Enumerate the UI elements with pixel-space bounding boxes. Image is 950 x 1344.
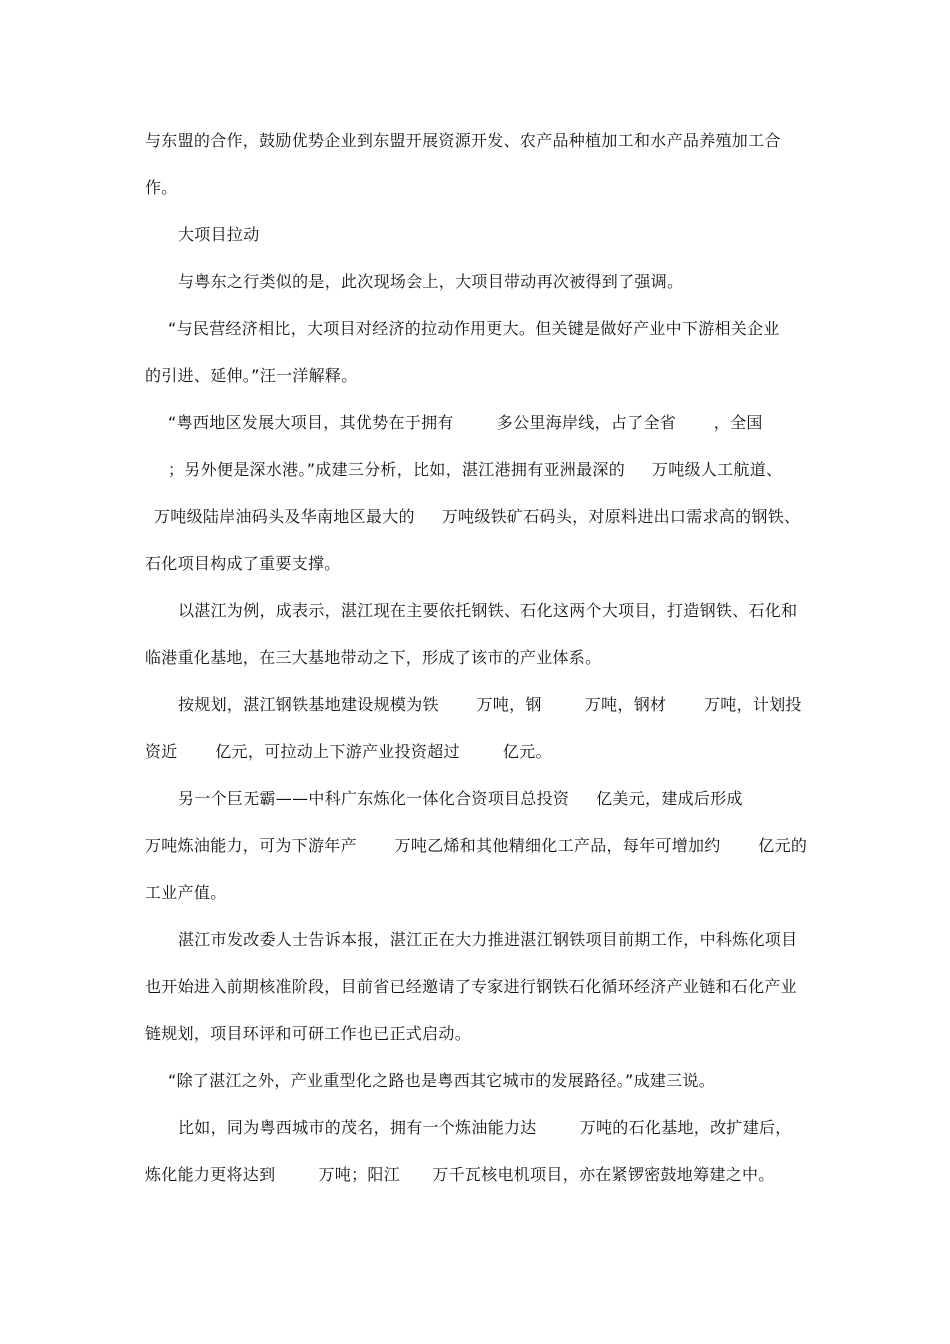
paragraph-line: 链规划，项目环评和可研工作也已正式启动。	[145, 1024, 472, 1043]
paragraph-line: 按规划，湛江钢铁基地建设规模为铁 万吨，钢 万吨，钢材 万吨，计划投	[178, 695, 802, 714]
paragraph-line: “与民营经济相比，大项目对经济的拉动作用更大。但关键是做好产业中下游相关企业	[168, 319, 780, 338]
paragraph-line: 工业产值。	[145, 883, 227, 902]
paragraph-line: 临港重化基地，在三大基地带动之下，形成了该市的产业体系。	[145, 648, 602, 667]
paragraph-line: 比如，同为粤西城市的茂名，拥有一个炼油能力达 万吨的石化基地，改扩建后，	[178, 1118, 792, 1137]
paragraph-line: 万吨炼油能力，可为下游年产 万吨乙烯和其他精细化工产品，每年可增加约 亿元的	[145, 836, 808, 855]
paragraph-line: 万吨级陆岸油码头及华南地区最大的 万吨级铁矿石码头，对原料进出口需求高的钢铁、	[154, 507, 801, 526]
paragraph-line: 也开始进入前期核准阶段，目前省已经邀请了专家进行钢铁石化循环经济产业链和石化产业	[145, 977, 798, 996]
paragraph-line: 与东盟的合作，鼓励优势企业到东盟开展资源开发、农产品种植加工和水产品养殖加工合	[145, 131, 781, 150]
section-heading: 大项目拉动	[178, 225, 260, 244]
paragraph-line: 与粤东之行类似的是，此次现场会上，大项目带动再次被得到了强调。	[178, 272, 684, 291]
paragraph-line: 湛江市发改委人士告诉本报，湛江正在大力推进湛江钢铁项目前期工作，中科炼化项目	[178, 930, 798, 949]
paragraph-line: ；另外便是深水港。”成建三分析，比如，湛江港拥有亚洲最深的 万吨级人工航道、	[168, 460, 783, 479]
paragraph-line: “粤西地区发展大项目，其优势在于拥有 多公里海岸线，占了全省 ，全国	[168, 413, 763, 432]
paragraph-line: “除了湛江之外，产业重型化之路也是粤西其它城市的发展路径。”成建三说。	[168, 1071, 716, 1090]
paragraph-line: 以湛江为例，成表示，湛江现在主要依托钢铁、石化这两个大项目，打造钢铁、石化和	[178, 601, 798, 620]
paragraph-line: 石化项目构成了重要支撑。	[145, 554, 341, 573]
paragraph-line: 的引进、延伸。”汪一洋解释。	[145, 366, 358, 385]
paragraph-line: 另一个巨无霸——中科广东炼化一体化合资项目总投资 亿美元，建成后形成	[178, 789, 743, 808]
paragraph-line: 资近 亿元，可拉动上下游产业投资超过 亿元。	[145, 742, 552, 761]
paragraph-line: 炼化能力更将达到 万吨；阳江 万千瓦核电机项目，亦在紧锣密鼓地筹建之中。	[145, 1165, 775, 1184]
paragraph-line: 作。	[145, 178, 178, 197]
